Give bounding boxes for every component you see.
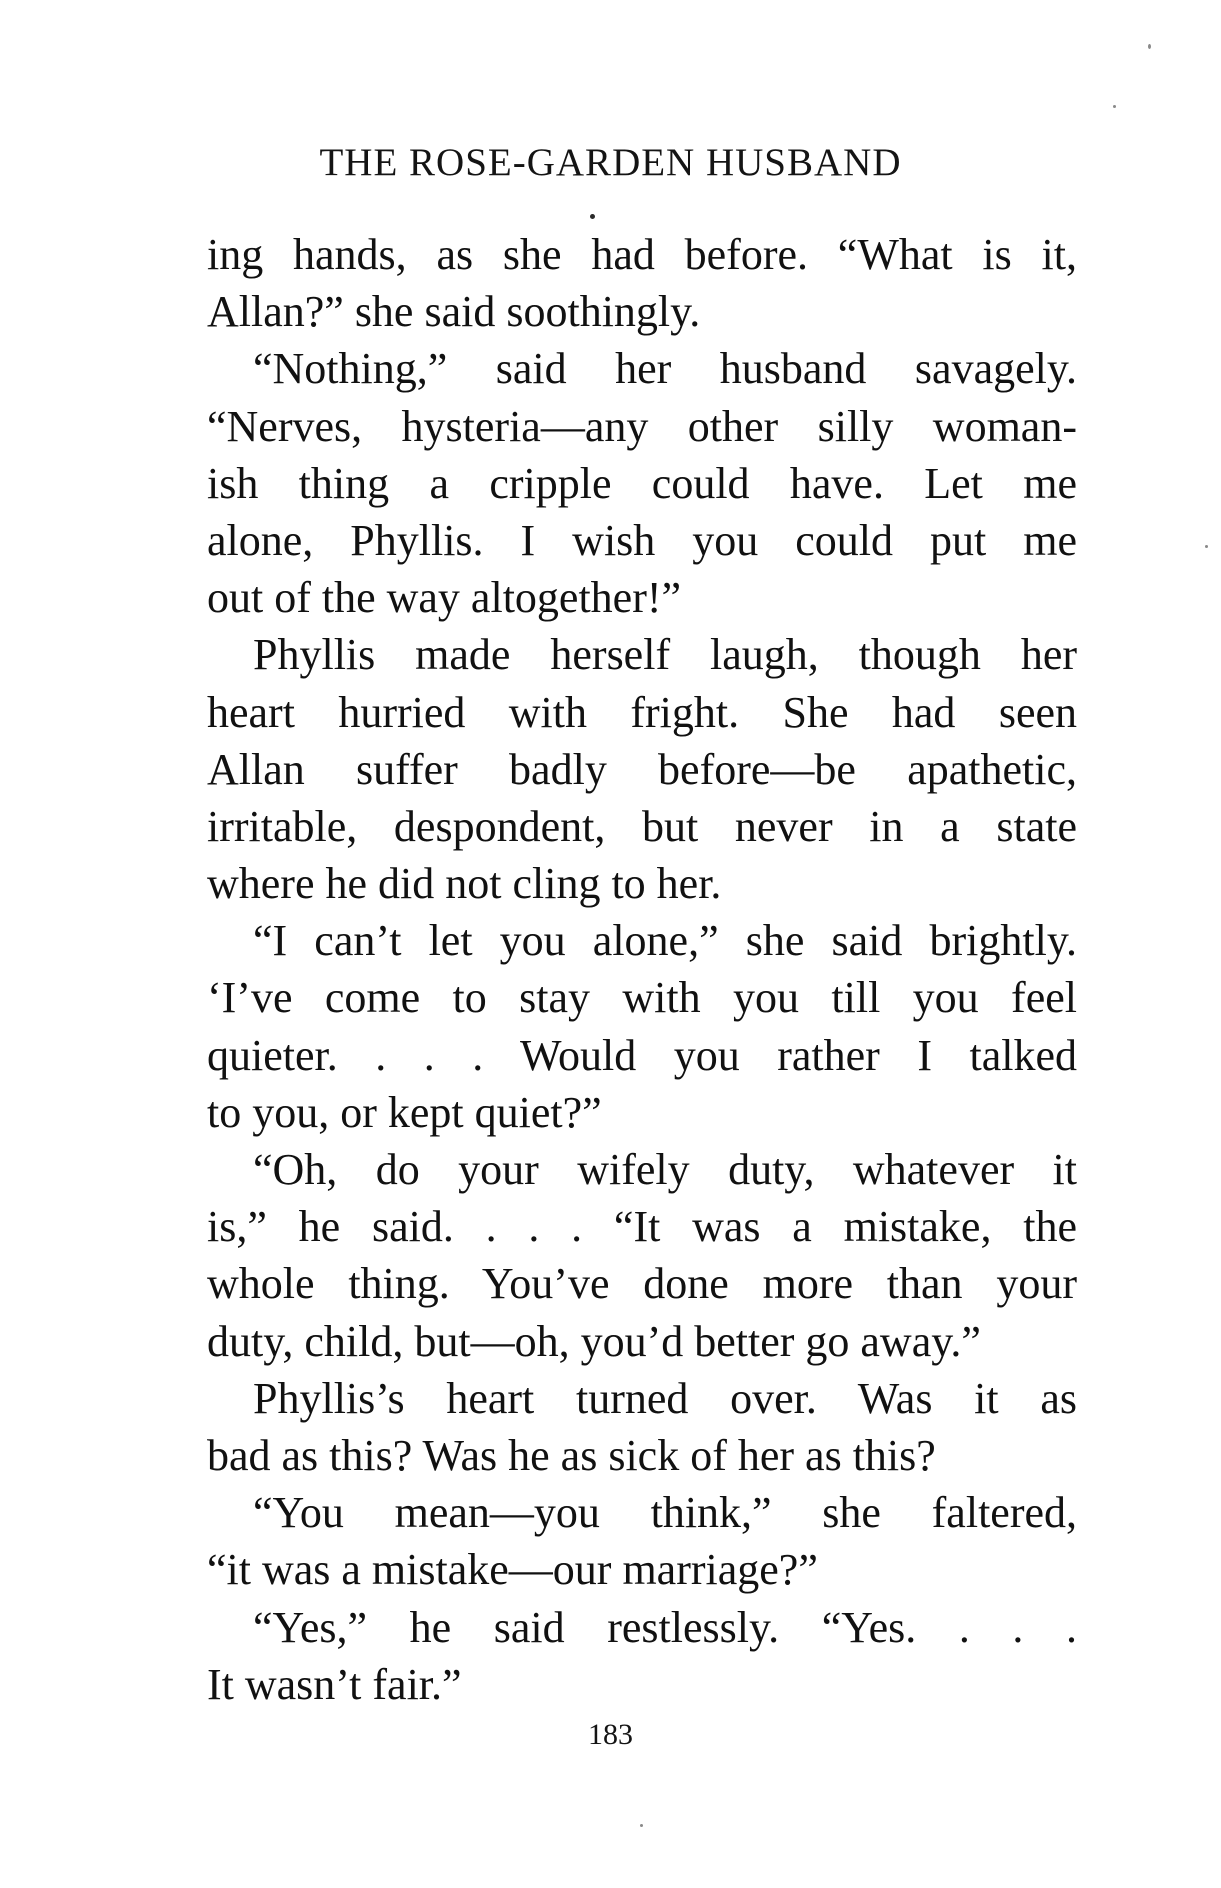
text-line: “it was a mistake—our marriage?” — [207, 1545, 818, 1595]
running-head: THE ROSE-GARDEN HUSBAND — [319, 141, 902, 184]
text-line: “Nerves, hysteria—any other silly woman- — [207, 401, 1077, 451]
paper-speck — [1113, 105, 1116, 108]
text-line: alone, Phyllis. I wish you could put me — [207, 515, 1077, 565]
text-line: ‘I’ve come to stay with you till you feel — [207, 973, 1077, 1023]
paper-speck — [640, 1824, 643, 1827]
text-line: is,” he said. . . . “It was a mistake, the — [207, 1202, 1077, 1252]
body-text — [207, 226, 1077, 1713]
text-line: quieter. . . . Would you rather I talked — [207, 1030, 1077, 1080]
text-line: “I can’t let you alone,” she said brightly. — [253, 916, 1077, 966]
text-line: ish thing a cripple could have. Let me — [207, 458, 1077, 508]
paper-speck — [1205, 545, 1208, 548]
paper-speck — [590, 214, 595, 219]
page-number: 183 — [588, 1718, 633, 1751]
text-line: to you, or kept quiet?” — [207, 1087, 602, 1137]
text-line: out of the way altogether!” — [207, 573, 682, 623]
text-line: Phyllis’s heart turned over. Was it as — [253, 1373, 1077, 1423]
text-line: ing hands, as she had before. “What is it, — [207, 230, 1077, 279]
text-line: Allan suffer badly before—be apathetic, — [207, 744, 1077, 794]
text-line: bad as this? Was he as sick of her as this? — [207, 1430, 936, 1480]
text-line: “Nothing,” said her husband savagely. — [253, 344, 1077, 394]
text-line: duty, child, but—oh, you’d better go away.” — [207, 1316, 981, 1366]
text-line: “Oh, do your wifely duty, whatever it — [253, 1145, 1077, 1194]
text-line: whole thing. You’ve done more than your — [207, 1259, 1077, 1309]
text-line: “Yes,” he said restlessly. “Yes. . . . — [253, 1602, 1077, 1652]
text-line: heart hurried with fright. She had seen — [207, 687, 1077, 737]
text-line: Phyllis made herself laugh, though her — [253, 630, 1077, 680]
text-line: Allan?” she said soothingly. — [207, 287, 701, 337]
text-line: where he did not cling to her. — [207, 859, 722, 909]
text-line: irritable, despondent, but never in a state — [207, 801, 1077, 851]
text-line: It wasn’t fair.” — [207, 1659, 462, 1709]
paper-speck — [1148, 44, 1151, 49]
text-line: “You mean—you think,” she faltered, — [253, 1488, 1077, 1538]
